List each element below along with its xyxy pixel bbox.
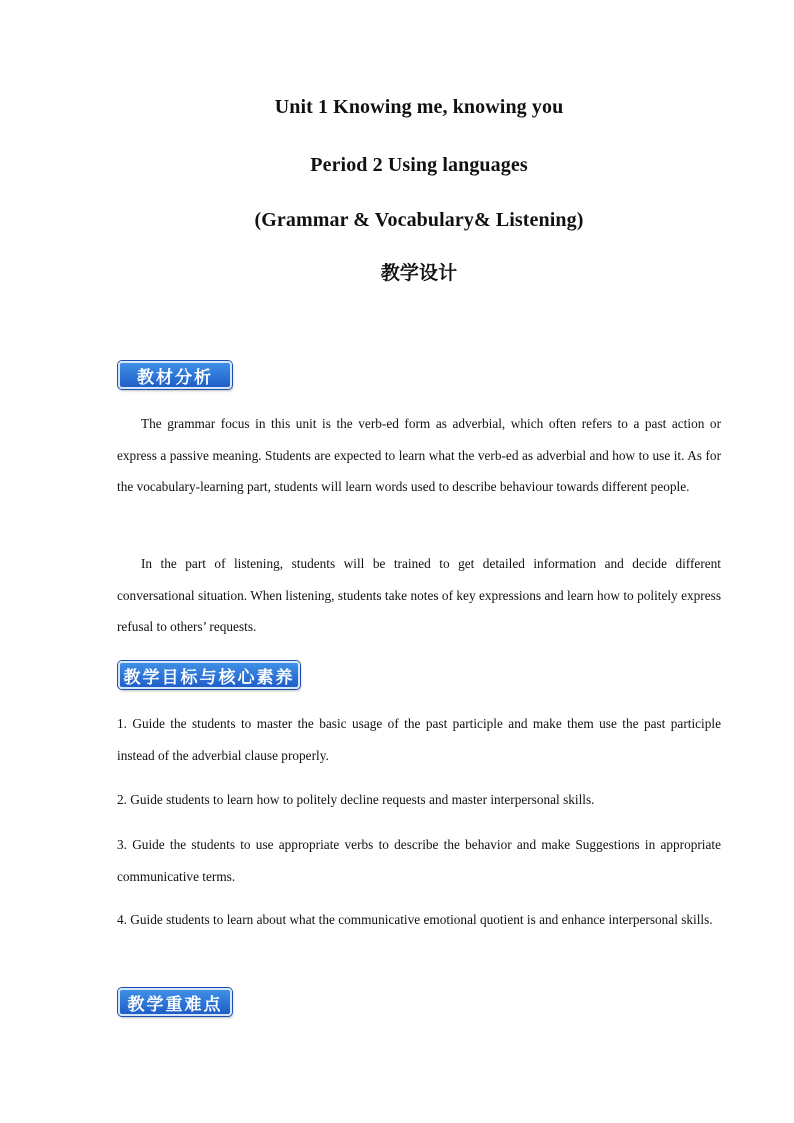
section-heading-goals: 教学目标与核心素养 [118,661,300,689]
goal-item: 3. Guide the students to use appropriate verbs to describe the behavior and make Suggestions in appropriate communicative terms. [117,837,721,884]
section-heading-key-points: 教学重难点 [118,988,232,1016]
analysis-paragraph: The grammar focus in this unit is the verb-ed form as adverbial, which often refers to a past action or express a passive meaning. Students are expected to learn what the verb-ed as adverbial and how to use it. As for the vocabulary-learning part, students will learn words used to describe behaviour towards different people. [117,416,721,494]
period-title: Period 2 Using languages [310,154,528,176]
subtitle: (Grammar & Vocabulary& Listening) [254,209,584,231]
goal-item: 2. Guide students to learn how to politely decline requests and master interpersonal skills. [117,792,595,807]
design-label: 教学设计 [380,262,458,284]
analysis-paragraph: In the part of listening, students will be trained to get detailed information and decide different conversational situation. When listening, students take notes of key expressions and learn how to politely express refusal to others’ requests. [117,556,721,634]
goal-item: 1. Guide the students to master the basic usage of the past participle and make them use the past participle instead of the adverbial clause properly. [117,716,721,763]
goal-item: 4. Guide students to learn about what the communicative emotional quotient is and enhance interpersonal skills. [117,912,713,927]
document-title: Unit 1 Knowing me, knowing you [274,96,564,118]
section-heading-analysis: 教材分析 [118,361,232,389]
